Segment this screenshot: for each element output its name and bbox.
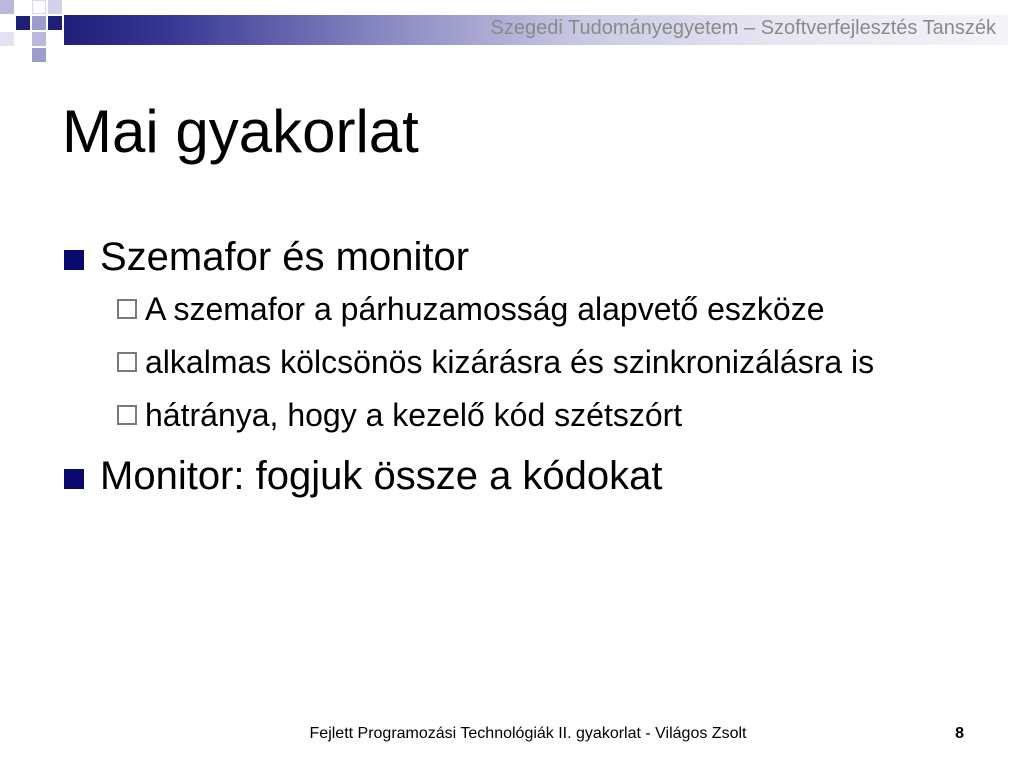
decoration-square (48, 16, 62, 30)
sub-bullet-item (62, 341, 962, 383)
decoration-square (16, 0, 30, 14)
decoration-square (16, 32, 30, 46)
hollow-square-bullet-icon (117, 299, 137, 319)
slide-title: Mai gyakorlat (62, 98, 419, 165)
hollow-square-bullet-icon (117, 352, 137, 372)
bullet-text: Monitor: fogjuk össze a kódokat (100, 454, 663, 498)
decoration-square (32, 48, 46, 62)
sub-bullet-text: A szemafor a párhuzamosság alapvető eszköze (145, 291, 825, 327)
sub-bullet-list (62, 288, 962, 436)
bullet-item (62, 447, 962, 505)
decoration-square (48, 32, 62, 46)
decoration-square (32, 16, 46, 30)
bullet-item (62, 228, 962, 286)
decoration-square (0, 32, 14, 46)
sub-bullet-text: alkalmas kölcsönös kizárásra és szinkronizálásra is (145, 344, 875, 380)
decoration-square (48, 0, 62, 14)
bullet-text: Szemafor és monitor (100, 235, 470, 279)
page-number: 8 (955, 725, 964, 742)
slide-content (62, 228, 962, 507)
square-bullet-icon (64, 250, 84, 270)
footer-text: Fejlett Programozási Technológiák II. gyakorlat - Világos Zsolt (309, 725, 747, 742)
sub-bullet-text: hátránya, hogy a kezelő kód szétszórt (145, 397, 683, 433)
decoration-square (32, 0, 46, 14)
institution-name: Szegedi Tudományegyetem – Szoftverfejlesztés Tanszék (490, 17, 996, 39)
sub-bullet-item (62, 288, 962, 330)
decoration-square (0, 0, 14, 14)
decoration-square (16, 16, 30, 30)
decoration-square (32, 32, 46, 46)
hollow-square-bullet-icon (117, 405, 137, 425)
sub-bullet-item (62, 394, 962, 436)
square-bullet-icon (64, 469, 84, 489)
